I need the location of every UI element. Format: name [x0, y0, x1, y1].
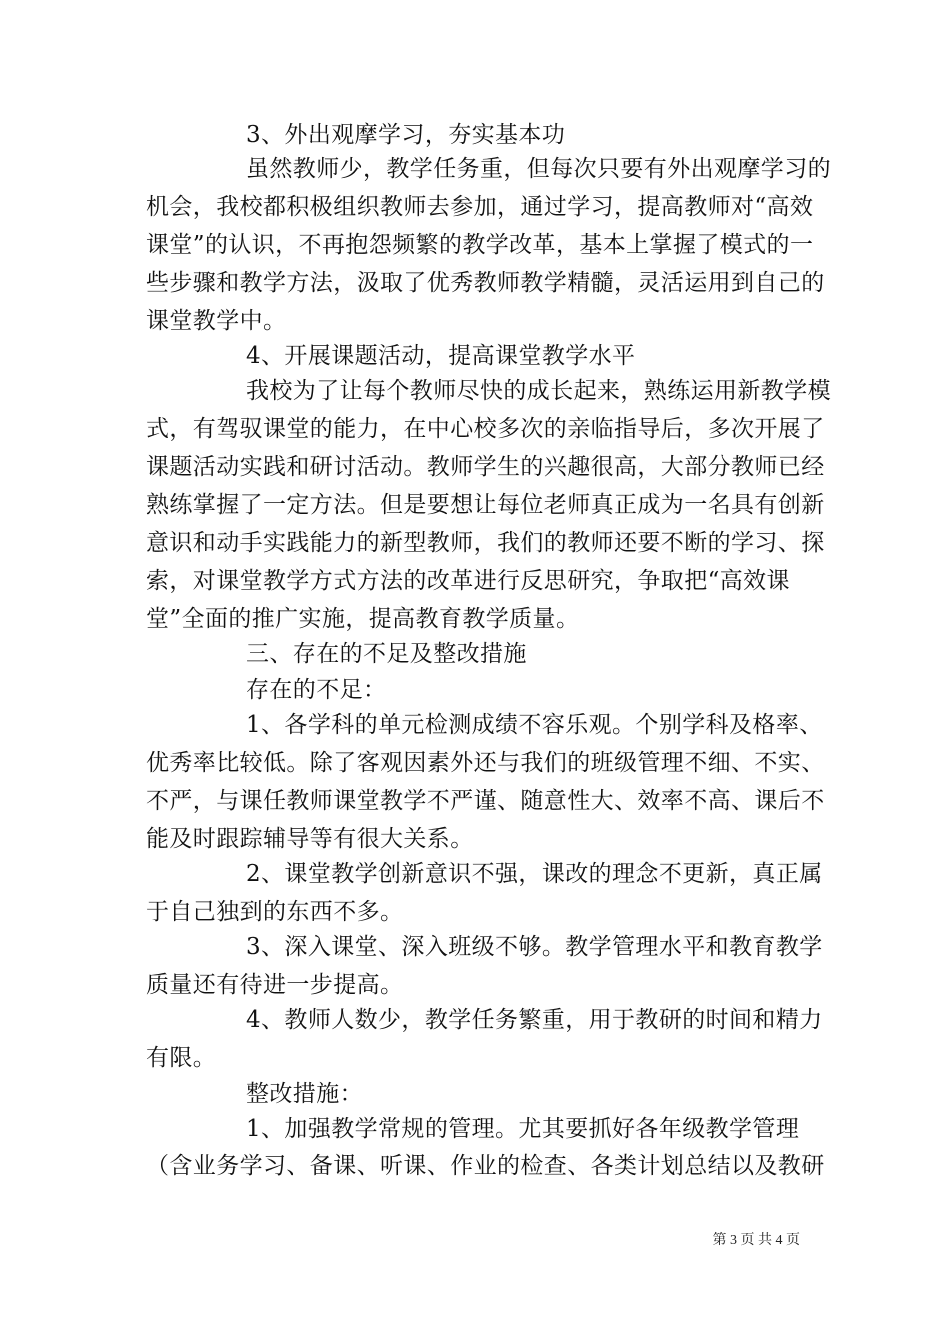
text-line: 机会，我校都积极组织教师去参加，通过学习，提高教师对“高效: [146, 194, 814, 220]
text-line: 于自己独到的东西不多。: [146, 899, 404, 925]
text-line: 课堂教学中。: [146, 308, 287, 334]
text-line: 优秀率比较低。除了客观因素外还与我们的班级管理不细、不实、: [146, 750, 825, 776]
text-line: 能及时跟踪辅导等有很大关系。: [146, 826, 474, 852]
text-line: 不严，与课任教师课堂教学不严谨、随意性大、效率不高、课后不: [146, 788, 825, 814]
text-line: 虽然教师少，教学任务重，但每次只要有外出观摩学习的: [246, 156, 831, 182]
text-line: 3、深入课堂、深入班级不够。教学管理水平和教育教学: [246, 934, 823, 960]
text-line: 索，对课堂教学方式方法的改革进行反思研究，争取把“高效课: [146, 568, 790, 594]
text-line: 整改措施：: [246, 1081, 363, 1107]
text-line: 3、外出观摩学习，夯实基本功: [246, 122, 566, 148]
text-line: 三、存在的不足及整改措施: [246, 641, 527, 667]
text-line: 意识和动手实践能力的新型教师，我们的教师还要不断的学习、探: [146, 530, 825, 556]
text-line: 存在的不足：: [246, 677, 387, 703]
page-number: 第 3 页 共 4 页: [712, 1233, 800, 1248]
text-line: 课题活动实践和研讨活动。教师学生的兴趣很高，大部分教师已经: [146, 454, 825, 480]
text-line: （含业务学习、备课、听课、作业的检查、各类计划总结以及教研: [146, 1153, 825, 1179]
text-line: 有限。: [146, 1045, 217, 1071]
text-line: 2、课堂教学创新意识不强，课改的理念不更新，真正属: [246, 861, 823, 887]
text-line: 堂”全面的推广实施，提高教育教学质量。: [146, 606, 580, 632]
text-line: 课堂”的认识，不再抱怨频繁的教学改革，基本上掌握了模式的一: [146, 232, 814, 258]
text-line: 我校为了让每个教师尽快的成长起来，熟练运用新教学模: [246, 378, 831, 404]
text-line: 些步骤和教学方法，汲取了优秀教师教学精髓，灵活运用到自己的: [146, 270, 825, 296]
text-line: 1、各学科的单元检测成绩不容乐观。个别学科及格率、: [246, 712, 823, 738]
text-line: 1、加强教学常规的管理。尤其要抓好各年级教学管理: [246, 1116, 800, 1142]
text-line: 4、开展课题活动，提高课堂教学水平: [246, 343, 636, 369]
text-line: 熟练掌握了一定方法。但是要想让每位老师真正成为一名具有创新: [146, 492, 825, 518]
text-line: 4、教师人数少，教学任务繁重，用于教研的时间和精力: [246, 1007, 823, 1033]
text-line: 式，有驾驭课堂的能力，在中心校多次的亲临指导后，多次开展了: [146, 416, 825, 442]
text-line: 质量还有待进一步提高。: [146, 972, 404, 998]
